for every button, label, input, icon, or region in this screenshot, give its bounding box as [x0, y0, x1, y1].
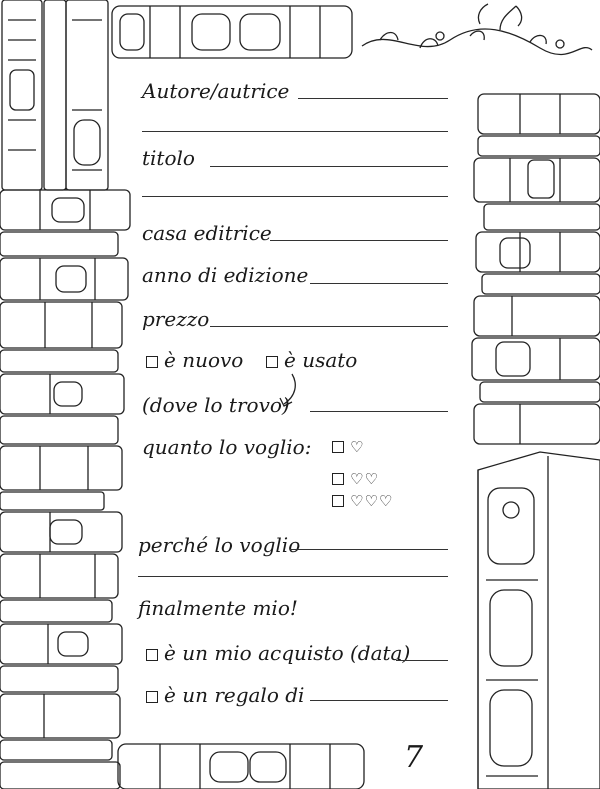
floral-ornament	[362, 4, 592, 55]
purchase-option[interactable]	[146, 641, 410, 665]
author-line[interactable]	[298, 98, 448, 99]
used-option[interactable]	[266, 348, 357, 372]
publisher-label: casa editrice	[142, 221, 272, 245]
title-label: titolo	[142, 146, 195, 170]
title-line-2[interactable]	[142, 196, 448, 197]
new-label: è nuovo	[164, 348, 244, 372]
publisher-line[interactable]	[270, 240, 448, 241]
left-top-books	[2, 0, 108, 190]
price-line[interactable]	[210, 326, 448, 327]
gift-option[interactable]	[146, 683, 304, 707]
why-line[interactable]	[290, 549, 448, 550]
purchase-checkbox[interactable]	[146, 649, 158, 661]
new-checkbox[interactable]	[146, 356, 158, 368]
want-level-1-checkbox[interactable]	[332, 441, 344, 453]
heart-icon: ♡♡	[350, 470, 379, 488]
gift-line[interactable]	[310, 700, 448, 701]
page-number: 7	[404, 740, 424, 775]
where-line[interactable]	[310, 411, 448, 412]
why-line-2[interactable]	[138, 576, 448, 577]
edition-year-label: anno di edizione	[142, 263, 309, 287]
why-label: perché lo voglio	[138, 533, 301, 557]
want-level-2-checkbox[interactable]	[332, 473, 344, 485]
want-level-3[interactable]	[332, 487, 393, 513]
author-line-2[interactable]	[142, 131, 448, 132]
heart-icon: ♡	[350, 438, 365, 456]
want-level-3-checkbox[interactable]	[332, 495, 344, 507]
gift-label: è un regalo di	[164, 683, 305, 707]
bottom-book	[118, 744, 364, 789]
edition-year-line[interactable]	[310, 283, 448, 284]
standing-book	[478, 452, 600, 789]
purchase-label: è un mio acquisto (data)	[164, 641, 411, 665]
new-option[interactable]	[146, 348, 243, 372]
right-stacked-books	[472, 94, 600, 444]
heart-icon: ♡♡♡	[350, 492, 394, 510]
where-label: (dove lo trovo)	[142, 393, 290, 417]
used-checkbox[interactable]	[266, 356, 278, 368]
used-label: è usato	[284, 348, 358, 372]
want-level-1[interactable]	[332, 433, 364, 459]
purchase-date-line[interactable]	[396, 660, 448, 661]
top-book	[112, 6, 352, 58]
title-line[interactable]	[210, 166, 448, 167]
finally-label: finalmente mio!	[138, 596, 298, 620]
left-stacked-books	[0, 190, 130, 789]
how-much-label: quanto lo voglio:	[142, 435, 312, 459]
gift-checkbox[interactable]	[146, 691, 158, 703]
price-label: prezzo	[142, 307, 210, 331]
author-label: Autore/autrice	[142, 79, 290, 103]
